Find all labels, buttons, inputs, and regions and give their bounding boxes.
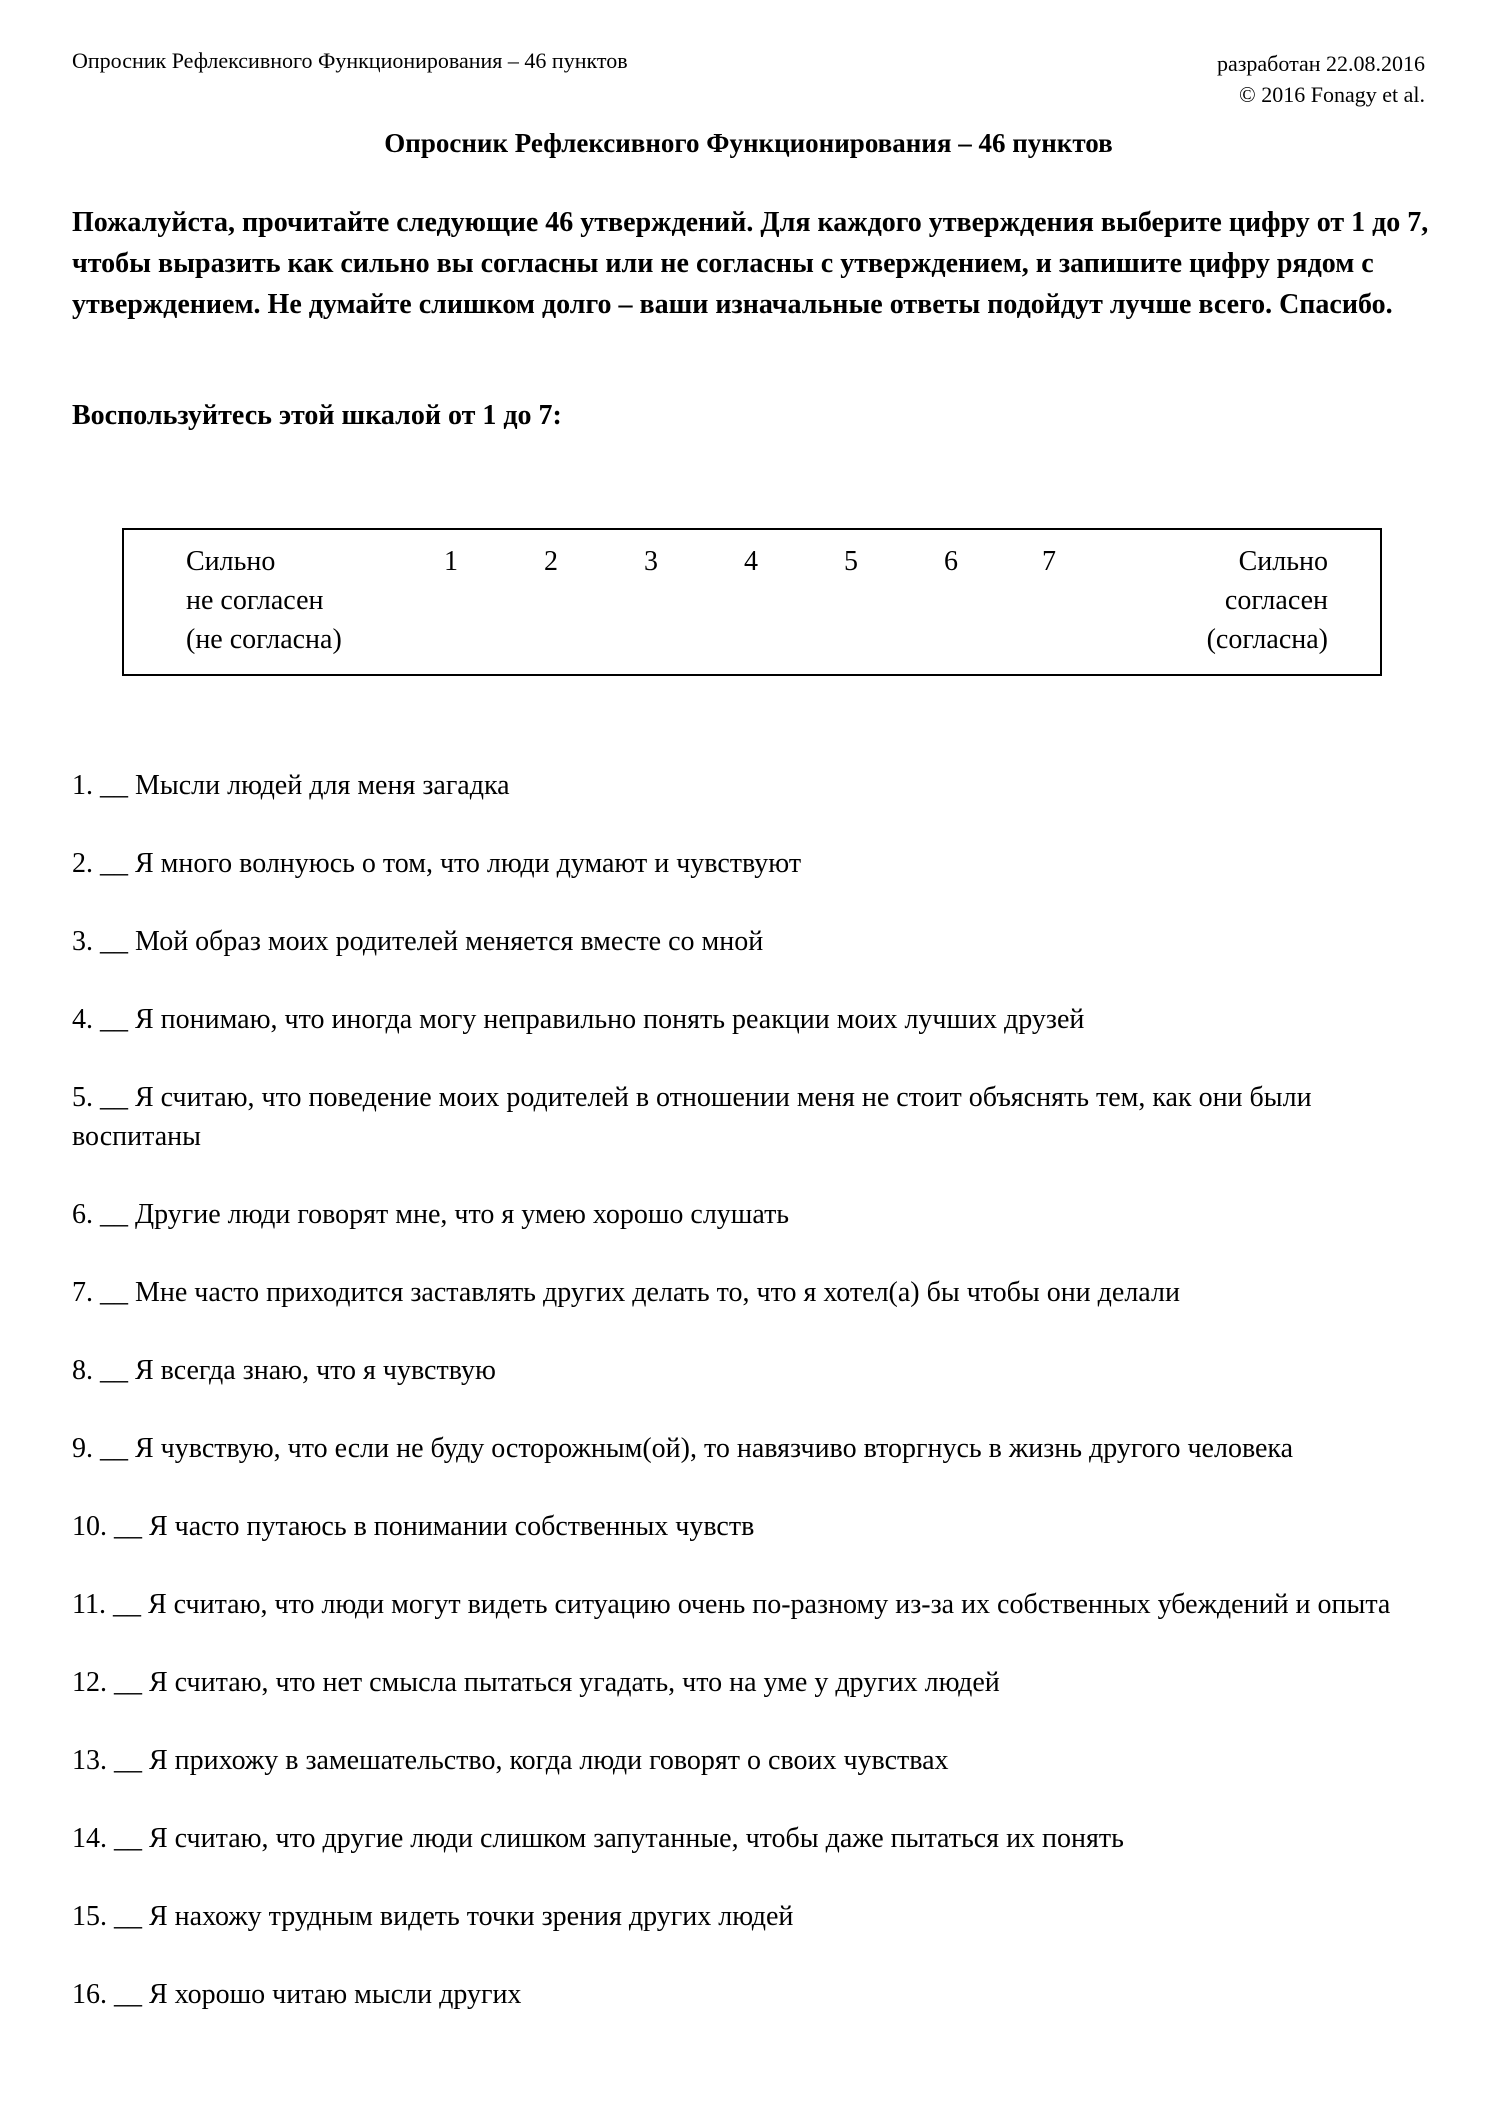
item-number: 15. xyxy=(72,1901,107,1932)
item-text: Я считаю, что люди могут видеть ситуацию очень по-разному из-за их собственных убеждений и опыта xyxy=(147,1589,1391,1620)
questionnaire-item xyxy=(72,922,1432,961)
item-text: Я всегда знаю, что я чувствую xyxy=(135,1355,496,1386)
answer-blank[interactable]: __ xyxy=(93,770,135,801)
item-text: Я понимаю, что иногда могу неправильно понять реакции моих лучших друзей xyxy=(135,1004,1085,1035)
item-text: Я много волнуюсь о том, что люди думают и чувствуют xyxy=(135,848,802,879)
questionnaire-item xyxy=(72,1663,1432,1702)
scale-number: 6 xyxy=(944,546,958,577)
item-text: Я считаю, что поведение моих родителей в отношении меня не стоит объяснять тем, как они были воспитаны xyxy=(72,1082,1312,1152)
item-text: Мысли людей для меня загадка xyxy=(135,770,510,801)
header-date: разработан 22.08.2016 xyxy=(1216,51,1425,76)
scale-number: 7 xyxy=(1042,546,1056,577)
item-number: 13. xyxy=(72,1745,107,1776)
document-title: Опросник Рефлексивного Функционирования – 46 пунктов xyxy=(384,128,1113,158)
answer-blank[interactable]: __ xyxy=(93,1004,135,1035)
scale-intro: Воспользуйтесь этой шкалой от 1 до 7: xyxy=(72,400,562,431)
scale-left-label xyxy=(186,542,342,659)
item-number: 14. xyxy=(72,1823,107,1854)
answer-blank[interactable]: __ xyxy=(93,1433,135,1464)
answer-blank[interactable]: __ xyxy=(93,1199,135,1230)
answer-blank[interactable]: __ xyxy=(107,1511,149,1542)
item-number: 9. xyxy=(72,1433,93,1464)
scale-right-line: (согласна) xyxy=(1206,624,1328,655)
answer-blank[interactable]: __ xyxy=(93,848,135,879)
answer-blank[interactable]: __ xyxy=(107,1979,149,2010)
answer-blank[interactable]: __ xyxy=(107,1745,149,1776)
item-number: 7. xyxy=(72,1277,93,1308)
questionnaire-items xyxy=(72,766,1432,2053)
questionnaire-item xyxy=(72,1585,1432,1624)
answer-blank[interactable]: __ xyxy=(93,926,135,957)
rating-scale-box xyxy=(122,528,1382,676)
questionnaire-item xyxy=(72,1273,1432,1312)
answer-blank[interactable]: __ xyxy=(93,1355,135,1386)
item-number: 12. xyxy=(72,1667,107,1698)
scale-right-line: Сильно xyxy=(1238,546,1328,577)
questionnaire-item xyxy=(72,1741,1432,1780)
answer-blank[interactable]: __ xyxy=(93,1082,135,1113)
item-text: Другие люди говорят мне, что я умею хорошо слушать xyxy=(135,1199,790,1230)
running-header-title: Опросник Рефлексивного Функционирования – 46 пунктов xyxy=(72,48,628,73)
item-number: 16. xyxy=(72,1979,107,2010)
questionnaire-item xyxy=(72,1975,1432,2014)
item-text: Мне часто приходится заставлять других делать то, что я хотел(а) бы чтобы они делали xyxy=(135,1277,1180,1308)
answer-blank[interactable]: __ xyxy=(93,1277,135,1308)
questionnaire-item xyxy=(72,1897,1432,1936)
scale-left-line: Сильно xyxy=(186,546,276,577)
scale-number: 1 xyxy=(444,546,458,577)
scale-right-line: согласен xyxy=(1224,585,1328,616)
questionnaire-item xyxy=(72,1000,1432,1039)
item-number: 4. xyxy=(72,1004,93,1035)
scale-number: 2 xyxy=(544,546,558,577)
item-number: 5. xyxy=(72,1082,93,1113)
item-number: 8. xyxy=(72,1355,93,1386)
item-text: Я нахожу трудным видеть точки зрения других людей xyxy=(149,1901,794,1932)
scale-left-line: не согласен xyxy=(186,585,324,616)
questionnaire-item xyxy=(72,1819,1432,1858)
item-text: Я прихожу в замешательство, когда люди говорят о своих чувствах xyxy=(149,1745,949,1776)
scale-left-line: (не согласна) xyxy=(186,624,342,655)
questionnaire-item xyxy=(72,1195,1432,1234)
scale-number: 5 xyxy=(844,546,858,577)
item-text: Я считаю, что другие люди слишком запутанные, чтобы даже пытаться их понять xyxy=(149,1823,1124,1854)
item-number: 2. xyxy=(72,848,93,879)
questionnaire-item xyxy=(72,1507,1432,1546)
item-number: 3. xyxy=(72,926,93,957)
item-text: Мой образ моих родителей меняется вместе со мной xyxy=(135,926,764,957)
instructions-paragraph: Пожалуйста, прочитайте следующие 46 утверждений. Для каждого утверждения выберите цифру от 1 до 7, чтобы выразить как сильно вы согласны или не согласны с утверждением, и запишите цифру рядом с утверждением. Не думайте слишком долго – ваши изначальные ответы подойдут лучше всего. Спасибо. xyxy=(72,207,1429,320)
answer-blank[interactable]: __ xyxy=(105,1589,148,1620)
questionnaire-item xyxy=(72,1351,1432,1390)
header-copyright: © 2016 Fonagy et al. xyxy=(1239,82,1425,107)
scale-right-label xyxy=(1207,542,1328,659)
answer-blank[interactable]: __ xyxy=(107,1901,149,1932)
questionnaire-item xyxy=(72,844,1432,883)
item-text: Я хорошо читаю мысли других xyxy=(149,1979,522,2010)
questionnaire-item xyxy=(72,1429,1432,1468)
item-number: 6. xyxy=(72,1199,93,1230)
scale-number: 4 xyxy=(744,546,758,577)
answer-blank[interactable]: __ xyxy=(107,1823,149,1854)
item-text: Я часто путаюсь в понимании собственных чувств xyxy=(149,1511,755,1542)
scale-number: 3 xyxy=(644,546,658,577)
item-text: Я считаю, что нет смысла пытаться угадать, что на уме у других людей xyxy=(149,1667,1000,1698)
questionnaire-item xyxy=(72,1078,1432,1156)
running-header-meta xyxy=(1217,48,1425,110)
questionnaire-item xyxy=(72,766,1432,805)
item-number: 11. xyxy=(72,1589,106,1620)
item-number: 10. xyxy=(72,1511,107,1542)
answer-blank[interactable]: __ xyxy=(107,1667,149,1698)
item-number: 1. xyxy=(72,770,93,801)
item-text: Я чувствую, что если не буду осторожным(ой), то навязчиво вторгнусь в жизнь другого человека xyxy=(135,1433,1294,1464)
